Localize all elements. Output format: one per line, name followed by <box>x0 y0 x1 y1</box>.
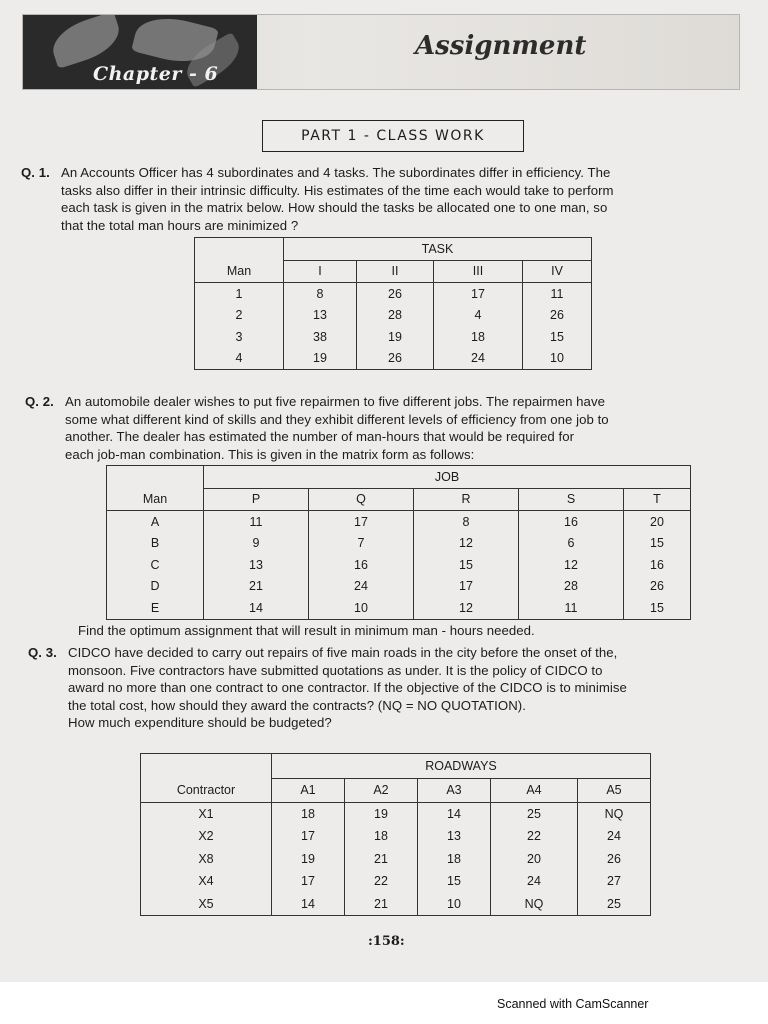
row-header: Man <box>107 488 204 511</box>
question-line: each job-man combination. This is given in the matrix form as follows: <box>65 446 475 462</box>
table-row <box>107 554 691 576</box>
table-cell: 6 <box>519 533 624 555</box>
question-line: tasks also differ in their intrinsic difficulty. His estimates of the time each would take to perform <box>61 182 614 198</box>
table-row <box>195 305 592 327</box>
column-header: R <box>414 488 519 511</box>
table-cell: 10 <box>418 893 491 916</box>
column-header: P <box>204 488 309 511</box>
table-cell: 26 <box>578 848 651 871</box>
table-cell: E <box>107 597 204 619</box>
table-cell: 26 <box>357 283 434 305</box>
table-cell: 8 <box>414 511 519 533</box>
table-cell: 8 <box>284 283 357 305</box>
table-cell: 7 <box>309 533 414 555</box>
question-line: An Accounts Officer has 4 subordinates and 4 tasks. The subordinates differ in efficiency. The <box>61 165 611 180</box>
chapter-banner <box>22 14 740 90</box>
table-cell: X1 <box>141 802 272 825</box>
question-number: Q. 2. <box>25 394 54 409</box>
table-cell: X8 <box>141 848 272 871</box>
table-cell: 15 <box>624 533 691 555</box>
table-cell: 19 <box>357 326 434 348</box>
table-cell: 15 <box>624 597 691 619</box>
table-cell: 11 <box>523 283 592 305</box>
question-line: that the total man hours are minimized ? <box>61 217 299 233</box>
group-header: JOB <box>204 466 691 489</box>
table-cell: NQ <box>491 893 578 916</box>
column-header: A5 <box>578 779 651 803</box>
table-cell: 12 <box>414 533 519 555</box>
table-cell: 18 <box>272 802 345 825</box>
table-cell: 28 <box>357 305 434 327</box>
question-2-followup <box>78 622 535 640</box>
group-header: TASK <box>284 238 592 261</box>
question-line: some what different kind of skills and they exhibit different levels of efficiency from one job to <box>65 411 609 427</box>
chapter-label: Chapter - 6 <box>93 63 219 85</box>
table-cell: 17 <box>414 576 519 598</box>
table-row <box>107 576 691 598</box>
column-header: S <box>519 488 624 511</box>
table-row <box>107 511 691 533</box>
banner-title: Assignment <box>415 31 587 61</box>
table-row <box>141 870 651 893</box>
row-header: Man <box>195 260 284 283</box>
table-row <box>107 533 691 555</box>
page-number: :158: <box>368 934 405 949</box>
question-line: another. The dealer has estimated the number of man-hours that would be required for <box>65 429 575 445</box>
table-cell: 21 <box>345 848 418 871</box>
table-cell: 15 <box>523 326 592 348</box>
table-corner <box>195 238 284 261</box>
table-cell: 25 <box>491 802 578 825</box>
table-cell: 11 <box>204 511 309 533</box>
table-cell: 12 <box>519 554 624 576</box>
table-cell: 13 <box>418 825 491 848</box>
table-cell: 15 <box>418 870 491 893</box>
table-cell: 3 <box>195 326 284 348</box>
table-cell: 19 <box>345 802 418 825</box>
table-cell: 19 <box>272 848 345 871</box>
table-row <box>141 825 651 848</box>
table-cell: 10 <box>523 348 592 370</box>
table-cell: 38 <box>284 326 357 348</box>
question-line: CIDCO have decided to carry out repairs of five main roads in the city before the onset of the, <box>68 645 618 660</box>
question-line: the total cost, how should they award the contracts? (NQ = NO QUOTATION). <box>68 697 526 713</box>
table-cell: 15 <box>414 554 519 576</box>
table-cell: 17 <box>309 511 414 533</box>
table-cell: B <box>107 533 204 555</box>
column-header: A4 <box>491 779 578 803</box>
table-cell: 19 <box>284 348 357 370</box>
job-matrix-table <box>106 465 691 620</box>
table-cell: X5 <box>141 893 272 916</box>
table-cell: 22 <box>491 825 578 848</box>
column-header: A3 <box>418 779 491 803</box>
task-matrix-table <box>194 237 592 370</box>
table-cell: 2 <box>195 305 284 327</box>
column-header: III <box>434 260 523 283</box>
table-cell: X2 <box>141 825 272 848</box>
table-cell: 24 <box>491 870 578 893</box>
leaf-graphic <box>47 15 125 69</box>
table-cell: 25 <box>578 893 651 916</box>
table-cell: C <box>107 554 204 576</box>
column-header: A2 <box>345 779 418 803</box>
table-corner <box>107 466 204 489</box>
table-row <box>107 597 691 619</box>
column-header: II <box>357 260 434 283</box>
table-cell: 9 <box>204 533 309 555</box>
table-cell: 17 <box>272 825 345 848</box>
column-header: T <box>624 488 691 511</box>
question-number: Q. 3. <box>28 645 57 660</box>
question-line: monsoon. Five contractors have submitted quotations as under. It is the policy of CIDCO to <box>68 662 603 678</box>
table-cell: 21 <box>204 576 309 598</box>
table-cell: X4 <box>141 870 272 893</box>
table-cell: 20 <box>491 848 578 871</box>
table-cell: 18 <box>434 326 523 348</box>
table-cell: 22 <box>345 870 418 893</box>
table-row <box>141 848 651 871</box>
table-cell: 14 <box>272 893 345 916</box>
table-cell: 28 <box>519 576 624 598</box>
question-3 <box>28 644 627 732</box>
table-cell: 1 <box>195 283 284 305</box>
question-1 <box>21 164 614 234</box>
table-cell: 17 <box>272 870 345 893</box>
table-cell: 4 <box>195 348 284 370</box>
part-title: PART 1 - CLASS WORK <box>262 120 524 152</box>
table-cell: 21 <box>345 893 418 916</box>
table-cell: 24 <box>578 825 651 848</box>
table-cell: 16 <box>624 554 691 576</box>
table-row <box>141 802 651 825</box>
question-line: award no more than one contract to one contractor. If the objective of the CIDCO is to minimise <box>68 680 627 696</box>
table-cell: 12 <box>414 597 519 619</box>
table-cell: NQ <box>578 802 651 825</box>
table-cell: 16 <box>309 554 414 576</box>
table-cell: 24 <box>434 348 523 370</box>
group-header: ROADWAYS <box>272 754 651 779</box>
table-cell: 26 <box>523 305 592 327</box>
column-header: IV <box>523 260 592 283</box>
table-cell: 10 <box>309 597 414 619</box>
column-header: Q <box>309 488 414 511</box>
table-row <box>195 283 592 305</box>
question-line: How much expenditure should be budgeted? <box>68 715 332 731</box>
table-cell: 13 <box>204 554 309 576</box>
table-cell: 14 <box>418 802 491 825</box>
table-cell: 17 <box>434 283 523 305</box>
table-cell: 24 <box>309 576 414 598</box>
table-cell: 18 <box>418 848 491 871</box>
table-cell: 20 <box>624 511 691 533</box>
row-header: Contractor <box>141 779 272 803</box>
table-cell: 27 <box>578 870 651 893</box>
table-cell: 26 <box>357 348 434 370</box>
scanner-footer: Scanned with CamScanner <box>497 997 649 1011</box>
question-line: each task is given in the matrix below. How should the tasks be allocated one to one man, so <box>61 200 608 216</box>
table-cell: 26 <box>624 576 691 598</box>
question-2 <box>25 393 609 463</box>
table-cell: 16 <box>519 511 624 533</box>
question-line: An automobile dealer wishes to put five repairmen to five different jobs. The repairmen have <box>65 394 605 409</box>
table-cell: 14 <box>204 597 309 619</box>
table-row <box>195 326 592 348</box>
roadways-table <box>140 753 651 916</box>
question-line: Find the optimum assignment that will result in minimum man - hours needed. <box>78 623 535 638</box>
column-header: A1 <box>272 779 345 803</box>
table-cell: 11 <box>519 597 624 619</box>
table-cell: D <box>107 576 204 598</box>
table-cell: A <box>107 511 204 533</box>
table-row <box>141 893 651 916</box>
table-cell: 4 <box>434 305 523 327</box>
table-row <box>195 348 592 370</box>
column-header: I <box>284 260 357 283</box>
table-corner <box>141 754 272 779</box>
question-number: Q. 1. <box>21 165 50 180</box>
table-cell: 13 <box>284 305 357 327</box>
table-cell: 18 <box>345 825 418 848</box>
